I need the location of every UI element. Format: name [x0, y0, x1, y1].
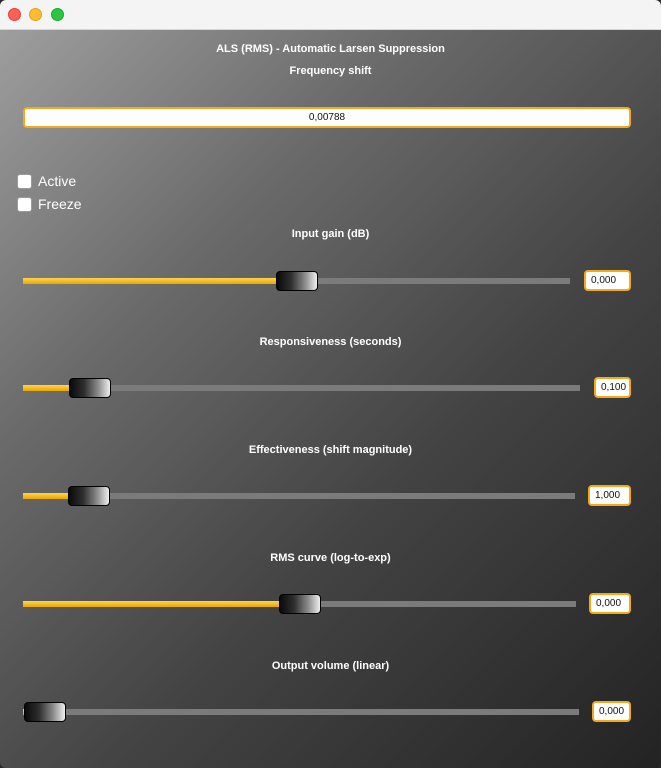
- output-volume-slider[interactable]: [23, 702, 579, 722]
- frequency-shift-title: Frequency shift: [289, 65, 372, 77]
- output-volume-value[interactable]: 0,000: [592, 701, 631, 722]
- maximize-window-button[interactable]: [51, 8, 64, 21]
- responsiveness-value[interactable]: 0,100: [594, 377, 631, 398]
- effectiveness-slider[interactable]: [23, 486, 575, 506]
- rms-curve-slider[interactable]: [23, 594, 576, 614]
- slider-thumb[interactable]: [24, 702, 66, 722]
- input-gain-slider[interactable]: [23, 271, 570, 291]
- rms-curve-title: RMS curve (log-to-exp): [270, 552, 391, 564]
- effectiveness-value[interactable]: 1,000: [588, 485, 631, 506]
- freeze-label: Freeze: [38, 196, 82, 212]
- rms-curve-value[interactable]: 0,000: [589, 593, 631, 614]
- slider-thumb[interactable]: [69, 378, 111, 398]
- close-window-button[interactable]: [8, 8, 21, 21]
- frequency-shift-display: 0,00788: [23, 107, 631, 128]
- plugin-panel: [0, 30, 661, 768]
- slider-fill: [23, 601, 300, 607]
- minimize-window-button[interactable]: [29, 8, 42, 21]
- freeze-checkbox[interactable]: [17, 197, 32, 212]
- active-checkbox[interactable]: [17, 174, 32, 189]
- effectiveness-title: Effectiveness (shift magnitude): [248, 444, 413, 456]
- freeze-toggle[interactable]: [17, 196, 82, 212]
- input-gain-title: Input gain (dB): [291, 228, 370, 240]
- slider-thumb[interactable]: [276, 271, 318, 291]
- active-label: Active: [38, 173, 77, 189]
- app-title: ALS (RMS) - Automatic Larsen Suppression: [216, 43, 445, 55]
- input-gain-value[interactable]: 0,000: [584, 270, 631, 291]
- slider-thumb[interactable]: [279, 594, 321, 614]
- title-bar: [0, 0, 661, 30]
- slider-fill: [23, 278, 297, 284]
- responsiveness-title: Responsiveness (seconds): [259, 336, 402, 348]
- slider-thumb[interactable]: [68, 486, 110, 506]
- active-toggle[interactable]: [17, 173, 76, 189]
- responsiveness-slider[interactable]: [23, 378, 580, 398]
- slider-track: [23, 709, 579, 715]
- output-volume-title: Output volume (linear): [271, 660, 390, 672]
